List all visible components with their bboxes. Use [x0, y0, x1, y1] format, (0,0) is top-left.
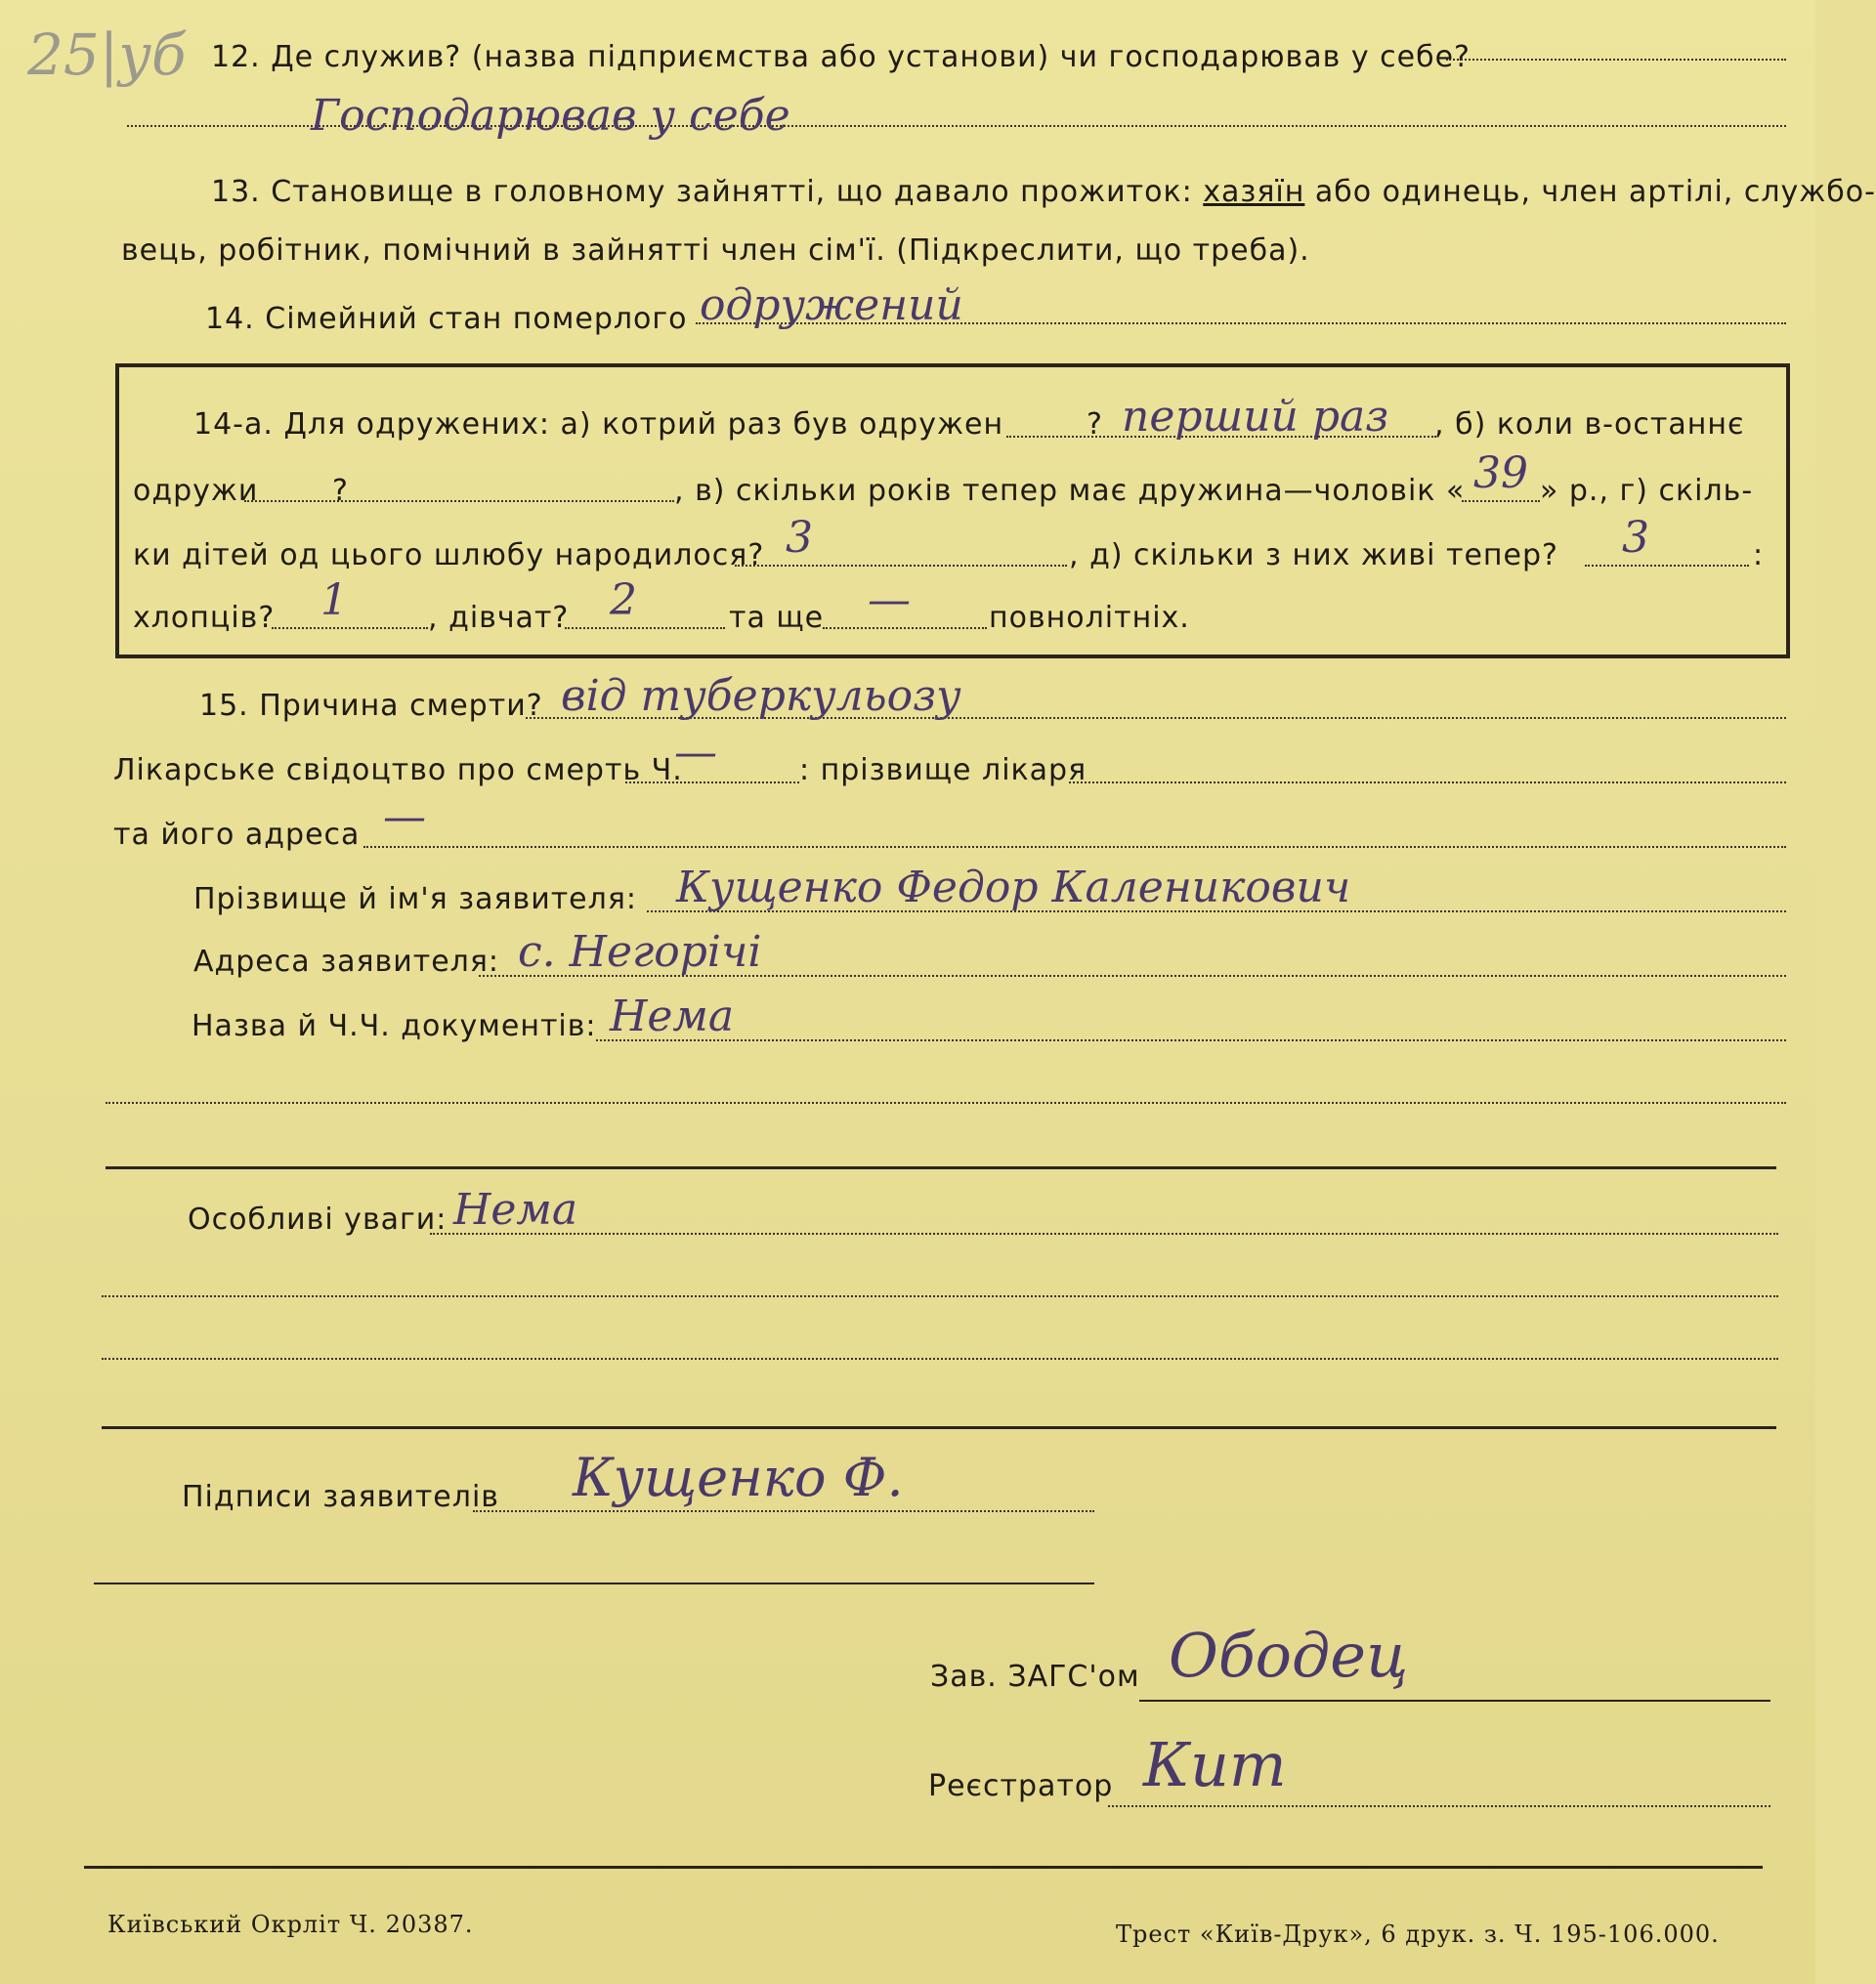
q14a-line1-answer: перший раз: [1122, 392, 1389, 442]
q14a-line1-a: 14-а. Для одружених: а) котрий раз був одружен: [193, 407, 1004, 442]
q14a-line3-dots2: [1585, 565, 1749, 567]
q12-label: 12. Де служив? (назва підприємства або установи) чи господарював у себе?: [211, 40, 1471, 74]
documents-label: Назва й Ч.Ч. документів:: [192, 1009, 597, 1043]
q14a-line1-b: , б) коли в-останнє: [1434, 407, 1745, 442]
certificate-dots: [625, 781, 799, 783]
q14a-line2-q: ?: [332, 474, 349, 508]
documents-answer: Нема: [610, 992, 735, 1041]
q14a-line4-a: хлопців?: [133, 601, 276, 635]
doctor-label: : прізвище лікаря: [799, 753, 1087, 787]
q14a-line4-c: та ще: [729, 601, 825, 635]
doctor-address-answer: —: [383, 792, 426, 842]
q15-answer: від туберкульозу: [561, 671, 961, 721]
signatures-label: Підписи заявителів: [182, 1480, 499, 1514]
q14a-line2-dots: [244, 500, 674, 502]
q14a-line2-b: , в) скільки років тепер має дружина—чоловік «: [674, 474, 1466, 508]
applicant-address-label: Адреса заявителя:: [193, 945, 500, 979]
q14a-line4-dots1: [272, 627, 428, 629]
zags-line: [1139, 1700, 1770, 1702]
q14a-line2-c: » р., г) скіль-: [1540, 474, 1754, 508]
q13-line-1: [211, 176, 1876, 209]
remarks-line-2: [102, 1295, 1778, 1297]
q14a-line1-q: ?: [1087, 407, 1103, 442]
remarks-line-3: [102, 1358, 1778, 1360]
q13-underlined-choice: хазяїн: [1203, 175, 1305, 209]
registrar-label: Реєстратор: [928, 1769, 1114, 1803]
q14-label: 14. Сімейний стан померлого: [205, 302, 688, 336]
corner-pencil-number: 25|уб: [27, 21, 187, 88]
doctor-dots: [1069, 781, 1786, 783]
q12-answer: Господарював у себе: [311, 91, 790, 141]
footer-rule: [84, 1866, 1763, 1869]
q14a-line4-boys: 1: [320, 575, 348, 625]
q13-line-2: вець, робітник, помічний в зайнятті член сім'ї. (Підкреслити, що треба).: [121, 233, 1310, 268]
q14a-line2-answer: 39: [1473, 448, 1528, 498]
q13-line1-post: або одинець, член артілі, службо-: [1304, 175, 1876, 209]
applicant-address-answer: с. Негорічі: [518, 927, 762, 977]
q14a-line3-a: ки дітей од цього шлюбу народилося?: [133, 538, 765, 572]
q14a-line2-a: одружи: [133, 474, 259, 508]
footer-left-imprint: Київський Окрліт Ч. 20387.: [107, 1911, 474, 1938]
doctor-address-label: та його адреса: [113, 818, 361, 852]
signatures-dots: [473, 1510, 1094, 1512]
q14a-line3-c: :: [1753, 538, 1765, 572]
remarks-dots: [430, 1233, 1778, 1235]
section-rule-2: [102, 1426, 1776, 1429]
doctor-address-dots: [363, 846, 1786, 848]
remarks-answer: Нема: [453, 1185, 578, 1235]
q14a-line3-b: , д) скільки з них живі тепер?: [1069, 538, 1558, 572]
footer-right-imprint: Трест «Київ-Друк», 6 друк. з. Ч. 195-106.000.: [1116, 1921, 1720, 1948]
documents-dots: [596, 1039, 1786, 1041]
q14a-line4-adults: —: [868, 575, 911, 625]
q14-answer: одружений: [700, 280, 963, 330]
q14a-line4-b: , дівчат?: [428, 601, 570, 635]
q15-label: 15. Причина смерти?: [199, 689, 543, 723]
q14a-line4-girls: 2: [610, 575, 637, 625]
applicant-name-label: Прізвище й ім'я заявителя:: [193, 882, 637, 916]
section-rule-1: [106, 1166, 1776, 1169]
applicant-signature: Кущенко Ф.: [573, 1447, 904, 1508]
q14a-line4-dots2: [565, 627, 725, 629]
q14a-line3-dots: [735, 565, 1067, 567]
registrar-signature: Кит: [1143, 1729, 1287, 1800]
q14a-line4-d: повнолітніх.: [989, 601, 1190, 635]
q12-line-1: [1446, 59, 1786, 61]
remarks-label: Особливі уваги:: [188, 1203, 448, 1237]
signatures-line-2: [94, 1583, 1094, 1584]
q14a-line2-age-dots: [1462, 500, 1540, 502]
q14a-line3-answer2: 3: [1622, 513, 1649, 563]
q14a-line3-answer: 3: [786, 513, 813, 563]
zags-signature: Ободец: [1169, 1620, 1409, 1691]
documents-line-2: [106, 1102, 1786, 1104]
certificate-answer: —: [674, 728, 717, 778]
applicant-name-answer: Кущенко Федор Каленикович: [676, 863, 1351, 912]
registrar-dots: [1108, 1805, 1770, 1807]
q13-line1-pre: 13. Становище в головному зайнятті, що давало прожиток:: [211, 175, 1204, 209]
zags-label: Зав. ЗАГС'ом: [930, 1660, 1140, 1694]
certificate-label: Лікарське свідоцтво про смерть Ч.: [113, 753, 683, 787]
q14a-line4-dots3: [823, 627, 987, 629]
